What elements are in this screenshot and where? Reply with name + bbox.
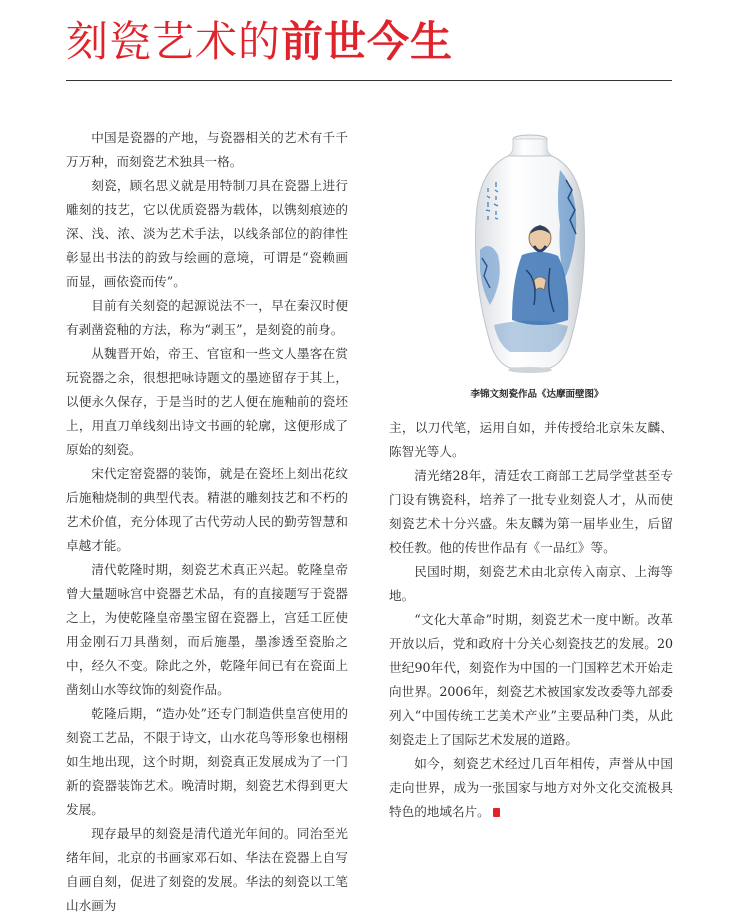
porcelain-vase-image — [460, 130, 600, 380]
vase-illustration — [460, 130, 600, 380]
title-rule — [66, 80, 672, 81]
paragraph-text: 如今，刻瓷艺术经过几百年相传，声誉从中国走向世界，成为一张国家与地方对外文化交流极具特色的地域名片。 — [389, 756, 673, 819]
image-caption: 李锦文刻瓷作品《达摩面壁图》 — [470, 389, 604, 400]
paragraph: 目前有关刻瓷的起源说法不一，早在秦汉时便有剥凿瓷釉的方法，称为“剥玉”，是刻瓷的前身。 — [66, 298, 348, 337]
paragraph: 民国时期，刻瓷艺术由北京传入南京、上海等地。 — [389, 564, 673, 603]
paragraph: 从魏晋开始，帝王、官宦和一些文人墨客在赏玩瓷器之余，很想把咏诗题文的墨迹留存于其上，以便永久保存，于是当时的艺人便在施釉前的瓷坯上，用直刀单线刻出诗文书画的轮廓，这便形成了原始的刻瓷。 — [66, 346, 348, 457]
paragraph: 刻瓷，顾名思义就是用特制刀具在瓷器上进行雕刻的技艺，它以优质瓷器为载体，以镌刻痕迹的深、浅、浓、淡为艺术手法，以线条部位的韵律性彰显出书法的韵致与绘画的意境，可谓是“瓷赖画而显，画依瓷而传”。 — [66, 178, 348, 289]
title-part-bold: 前世今生 — [281, 17, 454, 66]
right-column — [389, 416, 673, 824]
paragraph: 清光绪28年，清廷农工商部工艺局学堂甚至专门设有镌瓷科，培养了一批专业刻瓷人才，从而使刻瓷艺术十分兴盛。朱友麟为第一届毕业生，后留校任教。他的传世作品有《一品红》等。 — [389, 468, 673, 555]
paragraph-continuation: 主，以刀代笔，运用自如，并传授给北京朱友麟、陈智光等人。 — [389, 420, 673, 459]
paragraph: 清代乾隆时期，刻瓷艺术真正兴起。乾隆皇帝曾大量题咏宫中瓷器艺术品，有的直接题写于瓷器之上，为使乾隆皇帝墨宝留在瓷器上，宫廷工匠使用金刚石刀具凿刻，而后施墨，墨渗透至瓷胎之中，经久不变。除此之外，乾隆年间已有在瓷面上凿刻山水等纹饰的刻瓷作品。 — [66, 562, 348, 697]
paragraph: 乾隆后期，“造办处”还专门制造供皇宫使用的刻瓷工艺品，不限于诗文，山水花鸟等形象也栩栩如生地出现，这个时期，刻瓷真正发展成为了一门新的瓷器装饰艺术。晚清时期，刻瓷艺术得到更大发展。 — [66, 706, 348, 817]
paragraph: 中国是瓷器的产地，与瓷器相关的艺术有千千万万种，而刻瓷艺术独具一格。 — [66, 130, 348, 169]
paragraph: 现存最早的刻瓷是清代道光年间的。同治至光绪年间，北京的书画家邓石如、华法在瓷器上自写自画自刻，促进了刻瓷的发展。华法的刻瓷以工笔山水画为 — [66, 826, 348, 913]
paragraph: 宋代定窑瓷器的装饰，就是在瓷坯上刻出花纹后施釉烧制的典型代表。精湛的雕刻技艺和不朽的艺术价值，充分体现了古代劳动人民的勤劳智慧和卓越才能。 — [66, 466, 348, 553]
title-part-light: 刻瓷艺术的 — [66, 17, 282, 66]
paragraph: “文化大革命”时期，刻瓷艺术一度中断。改革开放以后，党和政府十分关心刻瓷技艺的发展。20世纪90年代，刻瓷作为中国的一门国粹艺术开始走向世界。2006年，刻瓷艺术被国家发改委等九部委列入“中国传统工艺美术产业”主要品种门类，从此刻瓷走上了国际艺术发展的道路。 — [389, 612, 673, 747]
left-column — [66, 126, 348, 918]
end-mark-icon — [493, 808, 500, 817]
paragraph-last — [389, 752, 673, 824]
page-title — [66, 14, 453, 70]
